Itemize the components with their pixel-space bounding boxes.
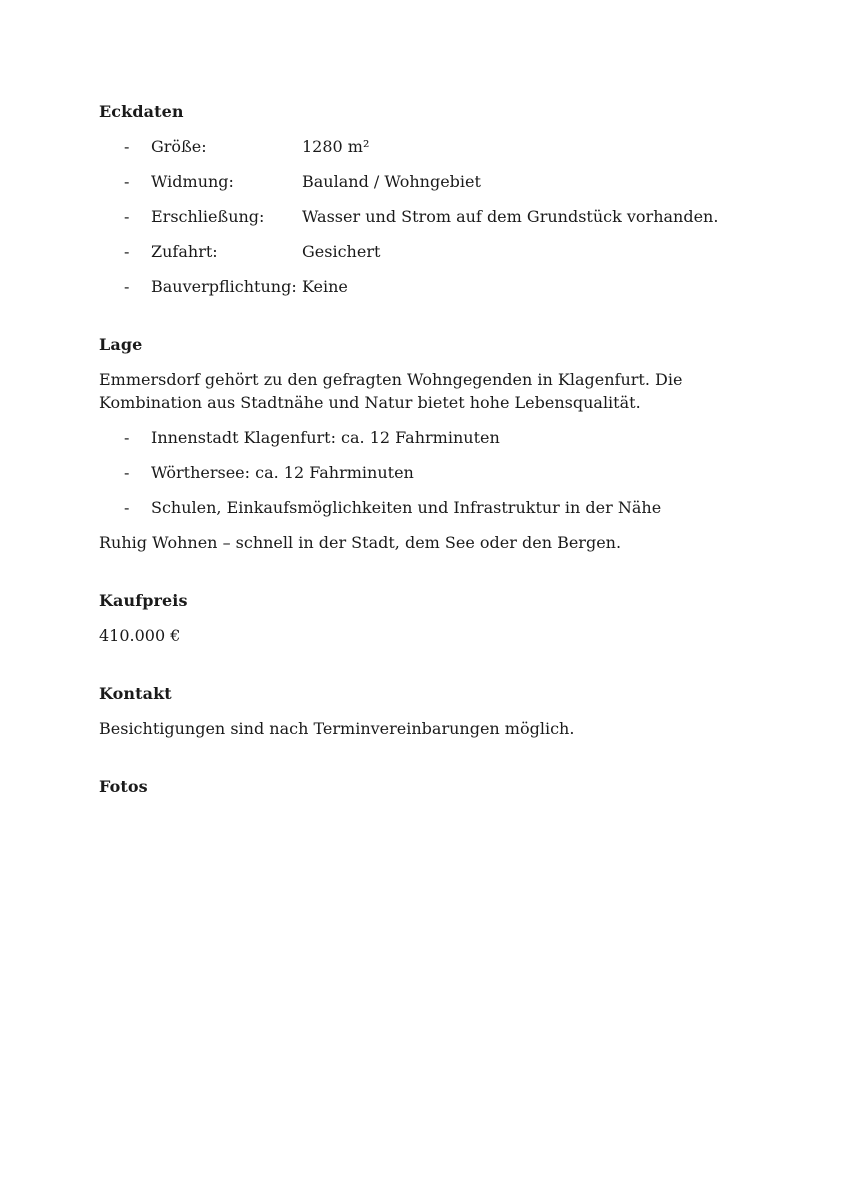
lage-item: [99, 426, 779, 449]
eckdaten-item-bauverpflichtung: [99, 275, 779, 298]
lage-item-text: Schulen, Einkaufsmöglichkeiten und Infrastruktur in der Nähe: [151, 498, 662, 517]
heading-kontakt: Kontakt: [99, 684, 172, 703]
eckdaten-item-groesse: [99, 135, 779, 158]
eckdaten-label: Widmung:: [151, 172, 234, 191]
eckdaten-value: Bauland / Wohngebiet: [302, 172, 481, 191]
section-kontakt: [99, 683, 779, 740]
eckdaten-value: Wasser und Strom auf dem Grundstück vorhanden.: [302, 207, 719, 226]
list-marker: -: [124, 207, 130, 226]
heading-fotos: Fotos: [99, 777, 148, 796]
lage-item: [99, 461, 779, 484]
eckdaten-list: [99, 135, 779, 298]
heading-lage: Lage: [99, 335, 143, 354]
eckdaten-value: 1280 m²: [302, 137, 370, 156]
eckdaten-item-widmung: [99, 170, 779, 193]
heading-eckdaten: Eckdaten: [99, 102, 184, 121]
document-content: [99, 101, 779, 834]
eckdaten-label: Zufahrt:: [151, 242, 218, 261]
section-eckdaten: [99, 101, 779, 298]
lage-list: [99, 426, 779, 519]
list-marker: -: [124, 137, 130, 156]
eckdaten-item-zufahrt: [99, 240, 779, 263]
eckdaten-item-erschliessung: [99, 205, 779, 228]
lage-intro: Emmersdorf gehört zu den gefragten Wohngegenden in Klagenfurt. Die Kombination aus Stadtnähe und Natur bietet hohe Lebensqualität.: [99, 370, 683, 412]
list-marker: -: [124, 242, 130, 261]
kaufpreis-value: 410.000 €: [99, 626, 181, 645]
eckdaten-value: Keine: [302, 277, 348, 296]
section-lage: [99, 334, 779, 554]
lage-item-text: Innenstadt Klagenfurt: ca. 12 Fahrminuten: [151, 428, 500, 447]
list-marker: -: [124, 172, 130, 191]
list-marker: -: [124, 428, 130, 447]
section-kaufpreis: [99, 590, 779, 647]
lage-outro: Ruhig Wohnen – schnell in der Stadt, dem See oder den Bergen.: [99, 533, 622, 552]
kontakt-text: Besichtigungen sind nach Terminvereinbarungen möglich.: [99, 719, 575, 738]
section-fotos: [99, 776, 779, 798]
eckdaten-value: Gesichert: [302, 242, 381, 261]
eckdaten-label: Erschließung:: [151, 207, 265, 226]
lage-item-text: Wörthersee: ca. 12 Fahrminuten: [151, 463, 414, 482]
list-marker: -: [124, 277, 130, 296]
eckdaten-label: Größe:: [151, 137, 207, 156]
list-marker: -: [124, 498, 130, 517]
list-marker: -: [124, 463, 130, 482]
heading-kaufpreis: Kaufpreis: [99, 591, 188, 610]
eckdaten-label: Bauverpflichtung:: [151, 277, 297, 296]
lage-item: [99, 496, 779, 519]
